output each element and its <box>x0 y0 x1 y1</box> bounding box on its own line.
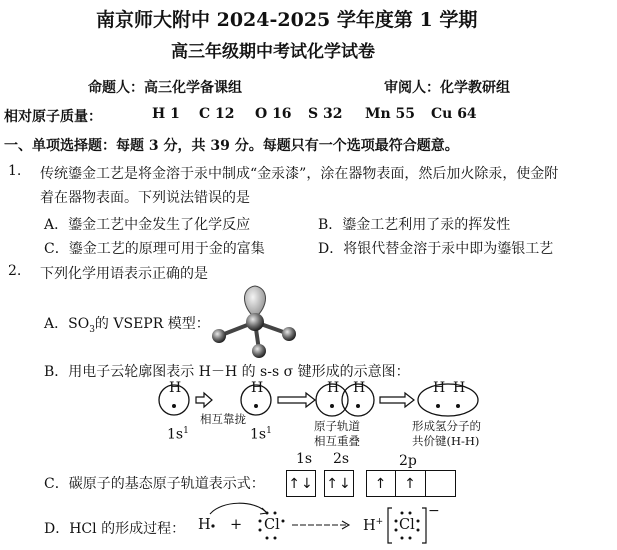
q1-option-d[interactable]: D．将银代替金溶于汞中即为鎏银工艺 <box>318 241 554 257</box>
atomic-mass-cu: Cu 64 <box>431 106 477 122</box>
q2-option-a[interactable] <box>44 313 210 335</box>
hcl-cl-left: Cl <box>264 517 280 533</box>
q1-option-a[interactable]: A．鎏金工艺中金发生了化学反应 <box>44 217 251 233</box>
orbital-box-2s-group <box>324 470 354 497</box>
atom-label-1: H <box>169 380 182 396</box>
hcl-ion-charge: − <box>428 503 440 519</box>
section-heading: 一、单项选择题：每题 3 分，共 39 分。每题只有一个选项最符合题意。 <box>4 138 459 154</box>
orbital-box-2p-3 <box>426 470 456 497</box>
atomic-mass-c: C 12 <box>199 106 235 122</box>
overlap-label-2: 相互重叠 <box>314 434 360 448</box>
q2-option-d-text: D．HCl 的形成过程： <box>44 521 186 537</box>
q1-option-b[interactable]: B．鎏金工艺利用了汞的挥发性 <box>318 217 511 233</box>
exam-title: 南京师大附中 2024-2025 学年度第 1 学期 <box>96 9 478 31</box>
reviewer-label: 审阅人：化学教研组 <box>384 80 510 96</box>
hcl-h-plus: + <box>375 517 384 527</box>
orbital-box-2p-1: ↑ <box>366 470 396 497</box>
hcl-h-left: H <box>198 517 211 533</box>
q2-option-a-sub: 3 <box>89 324 95 335</box>
atom-label-5: H <box>433 380 446 396</box>
atomic-mass-h: H 1 <box>152 106 180 122</box>
orbital-box-1s-group <box>286 470 316 497</box>
atomic-mass-label: 相对原子质量： <box>4 109 102 125</box>
hcl-cl-right: Cl <box>399 517 415 533</box>
q1-option-c[interactable]: C．鎏金工艺的原理可用于金的富集 <box>44 241 265 257</box>
orbital-box-1s: ↑↓ <box>286 470 316 497</box>
author-label: 命题人：高三化学备课组 <box>88 80 242 96</box>
atom-label-3: H <box>327 380 340 396</box>
orbital-label-1s: 1s <box>296 451 313 467</box>
atomic-mass-s: S 32 <box>308 106 343 122</box>
orbital-box-2s: ↑↓ <box>324 470 354 497</box>
q2-option-b[interactable]: B．用电子云轮廓图表示 H－H 的 s-s σ 键形成的示意图： <box>44 364 410 380</box>
atomic-mass-o: O 16 <box>255 106 292 122</box>
exam-subtitle: 高三年级期中考试化学试卷 <box>171 42 375 62</box>
q2-option-d[interactable] <box>44 518 185 538</box>
q2-number: 2. <box>8 263 22 279</box>
orbital-label-2p: 2p <box>399 453 417 469</box>
atomic-mass-mn: Mn 55 <box>365 106 416 122</box>
atom-label-4: H <box>353 380 366 396</box>
orbital-label-2s: 2s <box>333 451 350 467</box>
orbital-box-2p-group <box>366 470 456 497</box>
q2-option-c[interactable]: C．碳原子的基态原子轨道表示式： <box>44 476 265 492</box>
hcl-plus: + <box>230 517 243 533</box>
q2-option-a-prefix: A．SO <box>44 316 90 332</box>
q1-stem-line2: 着在器物表面。下列说法错误的是 <box>40 190 250 206</box>
atom-label-6: H <box>453 380 466 396</box>
overlap-label-1: 原子轨道 <box>314 419 360 433</box>
q1-stem-line1: 传统鎏金工艺是将金溶于汞中制成“金汞漆”，涂在器物表面，然后加火除汞，使金附 <box>40 166 559 182</box>
label-1s-left: $1s^1$ <box>167 426 189 443</box>
q1-number: 1. <box>8 163 22 179</box>
vsepr-model-diagram <box>205 282 305 360</box>
orbital-box-2p-2: ↑ <box>396 470 426 497</box>
hcl-h-right: H+ <box>363 517 384 534</box>
atom-label-2: H <box>251 380 264 396</box>
bond-label-2: 共价键(H-H) <box>412 434 480 448</box>
bond-label-1: 形成氢分子的 <box>412 419 481 433</box>
q2-stem: 下列化学用语表示正确的是 <box>40 266 208 282</box>
q2-option-a-suffix: 的 VSEPR 模型： <box>94 316 210 332</box>
label-1s-right: $1s^1$ <box>250 426 272 443</box>
approach-label: 相互靠拢 <box>200 412 246 426</box>
